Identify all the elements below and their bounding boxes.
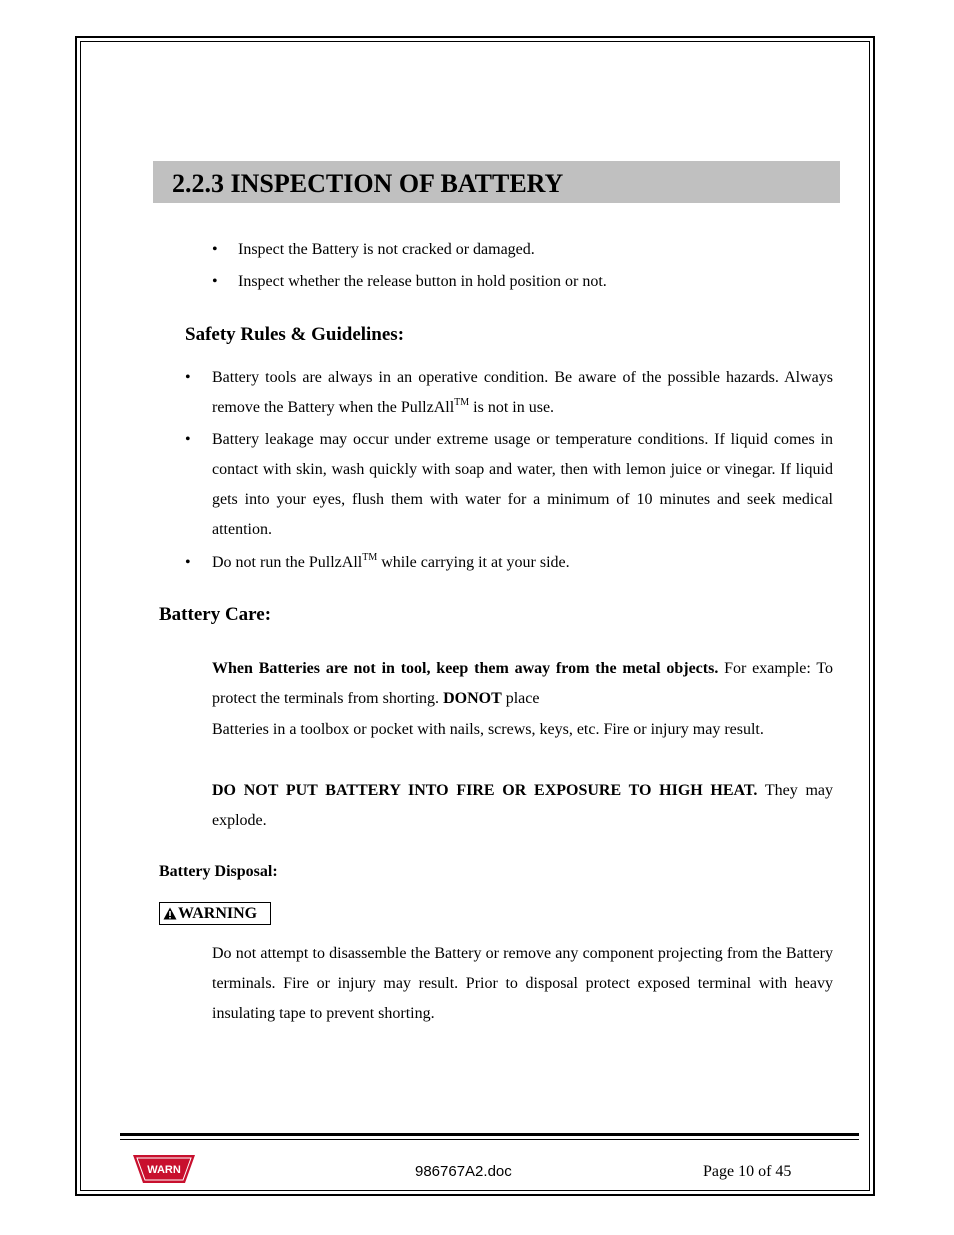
safety-item-2: Battery leakage may occur under extreme usage or temperature conditions. If liquid comes in contact with skin, wash quickly with soap and water, then with lemon juice or vinegar. If liquid gets into your eyes, flush them with water for a minimum of 10 minutes and seek medical attention. [212,431,833,538]
inspection-item-1: Inspect the Battery is not cracked or damaged. [238,241,535,258]
footer-rule-thin [120,1139,859,1140]
safety-item-3: Do not run the PullzAll™ while carrying it at your side. [212,551,570,571]
safety-item-1: Battery tools are always in an operative condition. Be aware of the possible hazards. Always remove the Battery when the PullzAll™ is not in use. [212,369,833,416]
section-heading: 2.2.3 INSPECTION OF BATTERY [153,161,840,203]
bullet-dot: • [212,241,218,258]
care-paragraph-1: When Batteries are not in tool, keep them away from the metal objects. For example: To protect the terminals from shorting. DONOT place [212,660,834,707]
warning-box [159,902,271,925]
bullet-dot: • [212,273,218,290]
care-paragraph-2: DO NOT PUT BATTERY INTO FIRE OR EXPOSURE TO HIGH HEAT. They may explode. [212,782,833,829]
footer-page-number: Page 10 of 45 [703,1163,792,1180]
logo-text: WARN [147,1164,181,1176]
bullet-dot: • [185,431,191,448]
footer-doc-name: 986767A2.doc [415,1163,512,1180]
disposal-paragraph: Do not attempt to disassemble the Battery or remove any component projecting from the Battery terminals. Fire or injury may result. Prior to disposal protect exposed terminal with heavy insulating tape to prevent shorting. [212,945,833,1022]
safety-heading: Safety Rules & Guidelines: [185,324,405,345]
disposal-heading: Battery Disposal: [159,863,278,880]
warning-triangle-icon [163,907,177,920]
inspection-item-2: Inspect whether the release button in hold position or not. [238,273,607,290]
care-heading: Battery Care: [159,604,272,625]
warn-logo [133,1153,195,1185]
bullet-dot: • [185,554,191,571]
warning-label: WARNING [178,905,258,922]
bullet-dot: • [185,369,191,386]
footer-rule-thick [120,1133,859,1136]
care-paragraph-1-line3: Batteries in a toolbox or pocket with nails, screws, keys, etc. Fire or injury may result. [212,721,764,738]
